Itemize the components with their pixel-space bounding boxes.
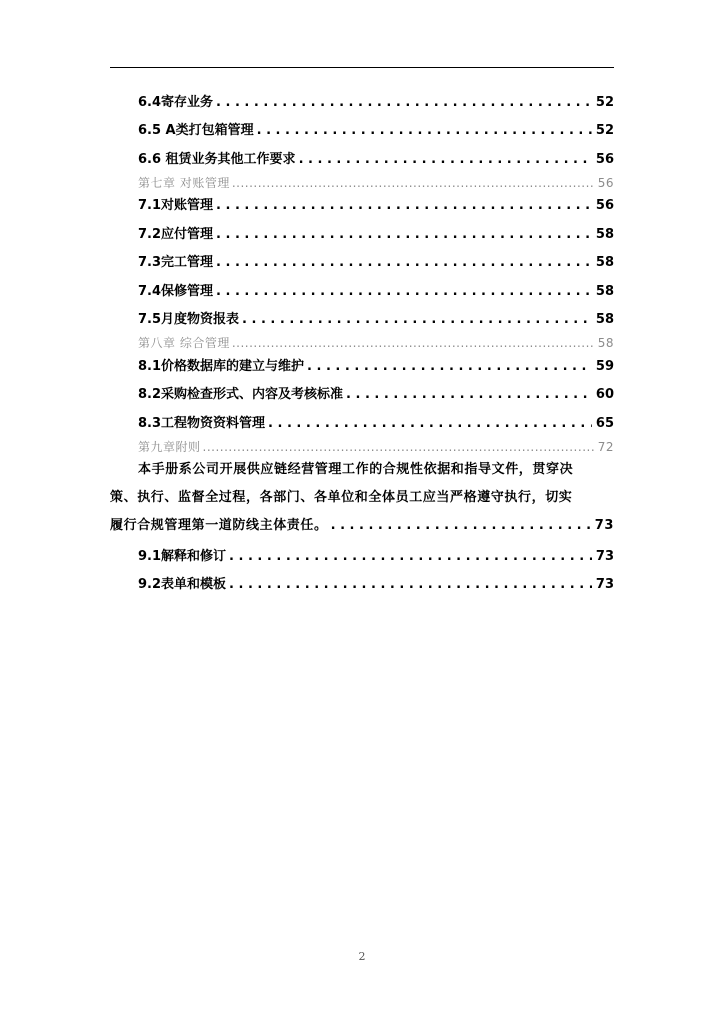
toc-entry-page: 58 [595,284,614,299]
toc-entry-title: 7.2应付管理 [138,227,214,242]
toc-entry-title: 第九章附则 [138,440,201,454]
toc-entry-page: 58 [597,336,614,350]
toc-leader-dots [307,358,592,376]
toc-leader-dots [299,151,592,169]
header-rule [110,67,614,68]
toc-entry-7-3[interactable] [138,254,614,272]
toc-entry-title: 8.1价格数据库的建立与维护 [138,359,305,374]
paragraph-line-3: 履行合规管理第一道防线主体责任。 [110,518,328,533]
toc-entry-page: 59 [595,359,614,374]
toc-entry-page: 58 [595,312,614,327]
toc-entry-page: 58 [595,227,614,242]
page-number: 2 [358,950,366,963]
toc-leader-dots [268,415,592,433]
toc-entry-page: 65 [595,416,614,431]
toc-entry-9-1[interactable] [138,548,614,566]
toc-entry-chapter-8[interactable] [138,334,614,352]
toc-entry-page: 52 [595,123,614,138]
toc-entry-page: 56 [595,152,614,167]
toc-entry-title: 7.4保修管理 [138,284,214,299]
toc-entry-7-5[interactable] [138,311,614,329]
toc-leader-dots [216,226,592,244]
toc-entry-title: 第八章 综合管理 [138,336,230,350]
toc-entry-page: 56 [595,198,614,213]
toc-entry-title: 9.1解释和修订 [138,549,227,564]
toc-entry-7-1[interactable] [138,197,614,215]
toc-entry-paragraph[interactable] [110,456,614,540]
toc-entry-page: 60 [595,387,614,402]
paragraph-line-1: 本手册系公司开展供应链经营管理工作的合规性依据和指导文件，贯穿决 [138,462,574,477]
toc-entry-title: 7.1对账管理 [138,198,214,213]
toc-entry-9-2[interactable] [138,576,614,594]
toc-entry-title: 第七章 对账管理 [138,176,230,190]
toc-entry-page: 56 [597,176,614,190]
toc-leader-dots [242,311,592,329]
toc-entry-page: 58 [595,255,614,270]
toc-entry-title: 6.5 A类打包箱管理 [138,123,254,138]
toc-leader-dots [232,174,594,192]
toc-entry-7-4[interactable] [138,283,614,301]
toc-entry-title: 7.3完工管理 [138,255,214,270]
toc-entry-title: 9.2表单和模板 [138,577,227,592]
toc-entry-chapter-7[interactable] [138,174,614,192]
toc-leader-dots [216,283,592,301]
toc-leader-dots [216,197,592,215]
toc-entry-title: 7.5月度物资报表 [138,312,240,327]
toc-leader-dots [229,576,592,594]
toc-leader-dots [257,122,592,140]
toc-leader-dots [203,438,594,456]
toc-entry-page: 72 [597,440,614,454]
toc-entry-chapter-9[interactable] [138,438,614,456]
toc-entry-title: 6.4寄存业务 [138,95,214,110]
toc-leader-dots [331,512,591,540]
toc-entry-6-6[interactable] [138,151,614,169]
paragraph-line-3-row [110,512,614,540]
toc-entry-title: 8.3工程物资资料管理 [138,416,266,431]
toc-entry-8-1[interactable] [138,358,614,376]
toc-entry-8-3[interactable] [138,415,614,433]
toc-entry-6-5[interactable] [138,122,614,140]
toc-entry-page: 73 [595,549,614,564]
toc-entry-6-4[interactable] [138,94,614,112]
toc-entry-title: 6.6 租赁业务其他工作要求 [138,152,296,167]
toc-entry-title: 8.2采购检查形式、内容及考核标准 [138,387,344,402]
toc-leader-dots [346,386,592,404]
toc-leader-dots [216,94,592,112]
toc-leader-dots [229,548,592,566]
toc-leader-dots [216,254,592,272]
toc-entry-7-2[interactable] [138,226,614,244]
paragraph-line-2: 策、执行、监督全过程，各部门、各单位和全体员工应当严格遵守执行，切实 [110,490,573,505]
toc-entry-page: 73 [595,577,614,592]
toc-leader-dots [232,334,594,352]
toc-entry-page: 52 [595,95,614,110]
toc-entry-8-2[interactable] [138,386,614,404]
toc-entry-page: 73 [594,518,614,533]
